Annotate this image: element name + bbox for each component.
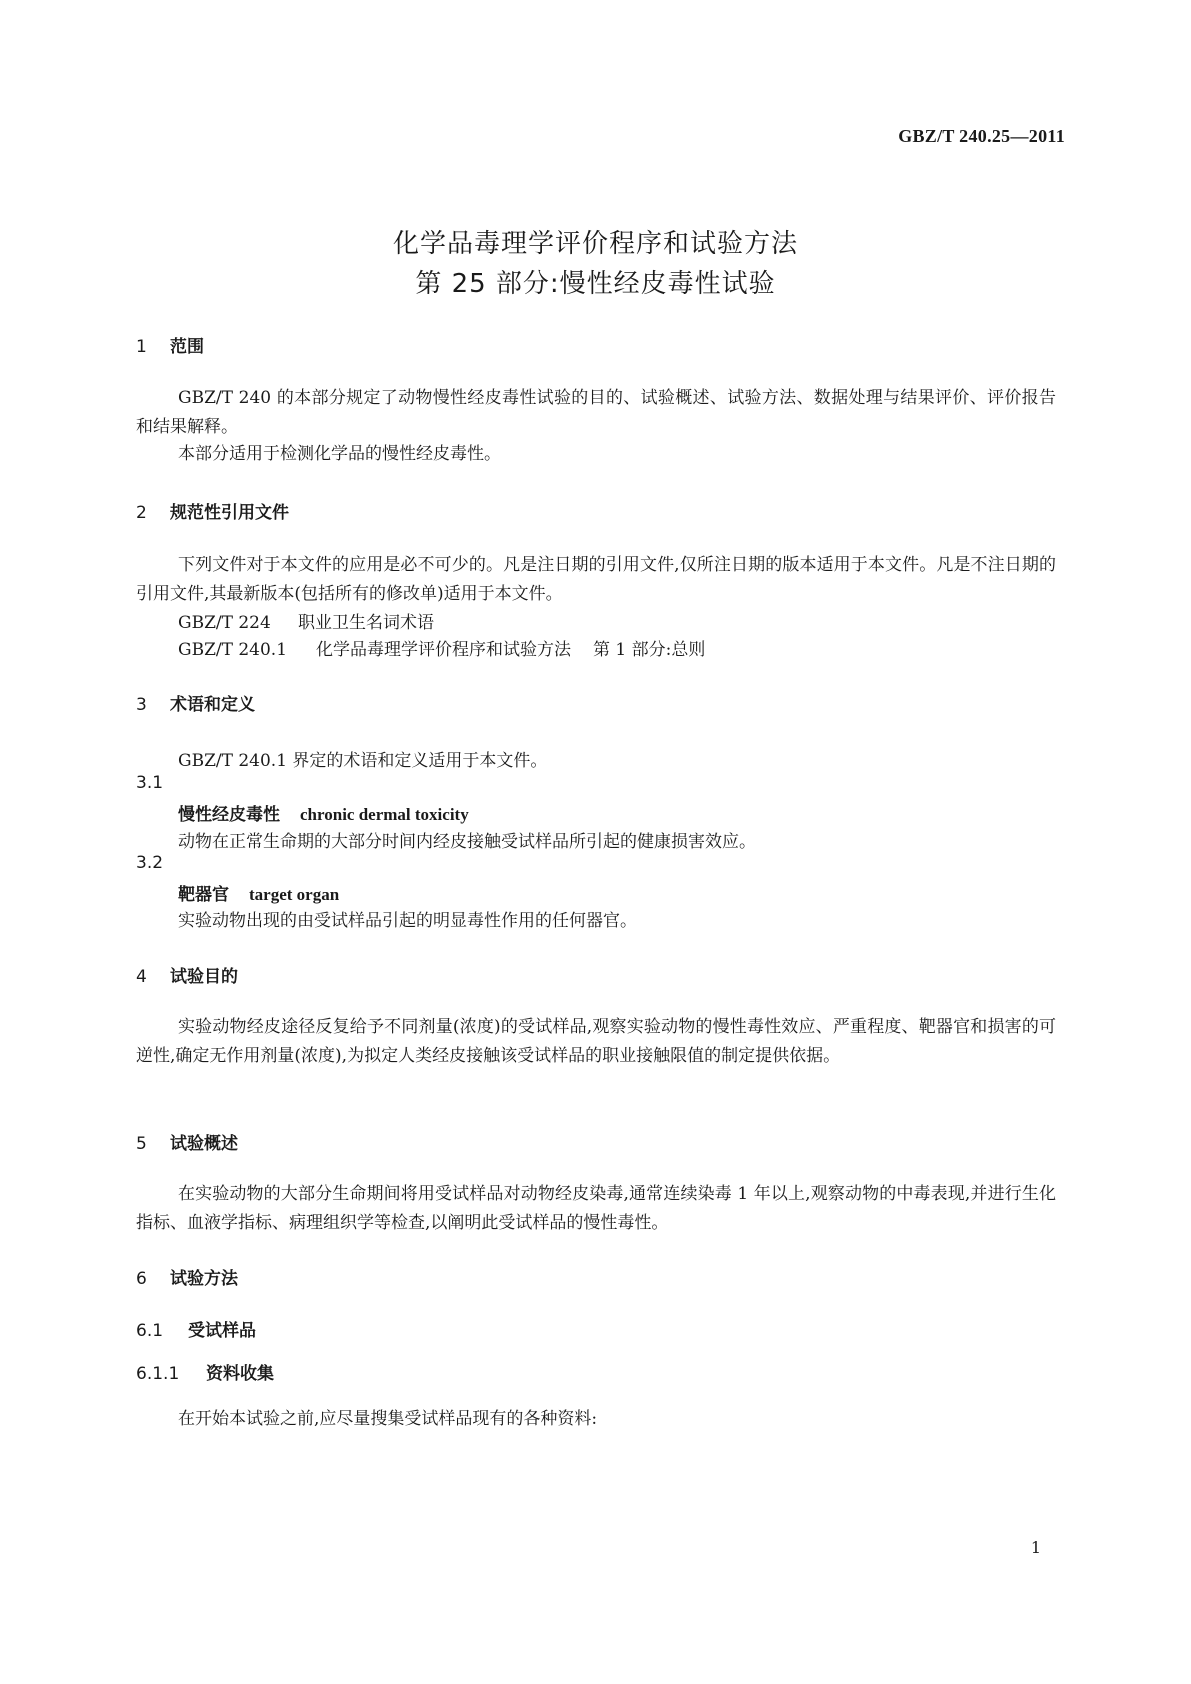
section-4-paragraph-1: 实验动物经皮途径反复给予不同剂量(浓度)的受试样品,观察实验动物的慢性毒性效应、严重程度、靶器官和损害的可逆性,确定无作用剂量(浓度),为拟定人类经皮接触该受试样品的职业接触限值的制定提供依据。	[136, 1017, 1056, 1066]
section-2-heading: 2 规范性引用文件	[136, 503, 289, 523]
section-1-paragraph-1: GBZ/T 240 的本部分规定了动物慢性经皮毒性试验的目的、试验概述、试验方法、数据处理与结果评价、评价报告和结果解释。	[136, 388, 1056, 437]
page-number: 1	[1030, 1538, 1041, 1557]
section-2-paragraph-1: 下列文件对于本文件的应用是必不可少的。凡是注日期的引用文件,仅所注日期的版本适用于本文件。凡是不注日期的引用文件,其最新版本(包括所有的修改单)适用于本文件。	[136, 555, 1056, 604]
section-1-heading: 1 范围	[136, 337, 204, 357]
section-1-paragraph-2: 本部分适用于检测化学品的慢性经皮毒性。	[178, 444, 501, 464]
section-5-paragraph-1: 在实验动物的大部分生命期间将用受试样品对动物经皮染毒,通常连续染毒 1 年以上,观察动物的中毒表现,并进行生化指标、血液学指标、病理组织学等检查,以阐明此受试样品的慢性毒性。	[136, 1184, 1056, 1233]
standard-code: GBZ/T 240.25—2011	[898, 126, 1065, 146]
term-1-definition: 动物在正常生命期的大部分时间内经皮接触受试样品所引起的健康损害效应。	[178, 832, 756, 852]
term-2: 靶器官 target organ	[178, 885, 340, 905]
document-title	[0, 224, 1191, 304]
section-4-heading: 4 试验目的	[136, 967, 238, 987]
section-6-1-heading: 6.1 受试样品	[136, 1321, 256, 1341]
term-2-definition: 实验动物出现的由受试样品引起的明显毒性作用的任何器官。	[178, 911, 637, 931]
section-3-paragraph-1: GBZ/T 240.1 界定的术语和定义适用于本文件。	[178, 751, 548, 771]
term-2-number: 3.2	[136, 853, 164, 873]
title-line-2: 第 25 部分:慢性经皮毒性试验	[415, 269, 776, 299]
section-6-1-1-heading: 6.1.1 资料收集	[136, 1364, 274, 1384]
section-6-heading: 6 试验方法	[136, 1269, 238, 1289]
term-1: 慢性经皮毒性 chronic dermal toxicity	[178, 805, 469, 825]
section-5-heading: 5 试验概述	[136, 1134, 238, 1154]
term-1-number: 3.1	[136, 773, 164, 793]
reference-2: GBZ/T 240.1 化学品毒理学评价程序和试验方法 第 1 部分:总则	[178, 640, 706, 660]
reference-1: GBZ/T 224 职业卫生名词术语	[178, 613, 434, 633]
section-3-heading: 3 术语和定义	[136, 695, 255, 715]
section-6-1-1-paragraph-1: 在开始本试验之前,应尽量搜集受试样品现有的各种资料:	[178, 1409, 598, 1429]
title-line-1: 化学品毒理学评价程序和试验方法	[392, 229, 798, 259]
